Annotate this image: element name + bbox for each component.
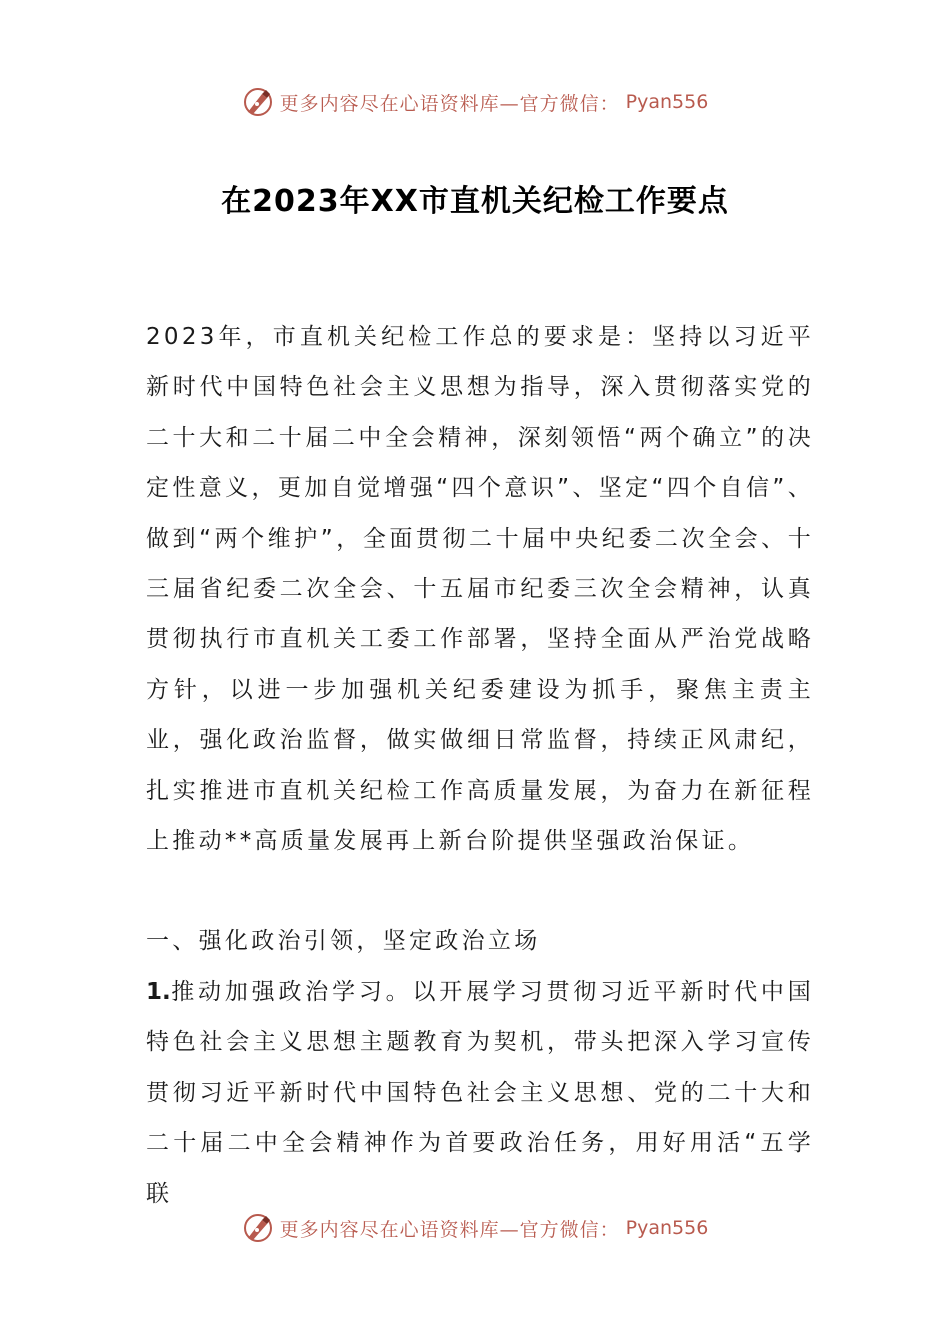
item-number: 1. xyxy=(146,978,171,1005)
watermark-header xyxy=(0,86,950,118)
pen-nib-icon xyxy=(242,1212,274,1244)
document-title: 在2023年XX市直机关纪检工作要点 xyxy=(221,184,729,219)
item-text: 推动加强政治学习。以开展学习贯彻习近平新时代中国特色社会主义思想主题教育为契机，带头把深入学习宣传贯彻习近平新时代中国特色社会主义思想、党的二十大和二十届二中全会精神作为首要政治任务，用好用活“五学联 xyxy=(146,978,814,1207)
section-heading: 一、强化政治引领，坚定政治立场 xyxy=(146,928,541,955)
watermark-footer xyxy=(0,1212,950,1244)
intro-paragraph: 2023年，市直机关纪检工作总的要求是：坚持以习近平新时代中国特色社会主义思想为指导，深入贯彻落实党的二十大和二十届二中全会精神，深刻领悟“两个确立”的决定性意义，更加自觉增强“四个意识”、坚定“四个自信”、做到“两个维护”，全面贯彻二十届中央纪委二次全会、十三届省纪委二次全会、十五届市纪委三次全会精神，认真贯彻执行市直机关工委工作部署，坚持全面从严治党战略方针，以进一步加强机关纪委建设为抓手，聚焦主责主业，强化政治监督，做实做细日常监督，持续正风肃纪，扎实推进市直机关纪检工作高质量发展，为奋力在新征程上推动**高质量发展再上新台阶提供坚强政治保证。 xyxy=(146,324,814,855)
watermark-id: Pyan556 xyxy=(625,91,709,113)
watermark-text: 更多内容尽在心语资料库—官方微信： xyxy=(279,92,620,115)
item-paragraph xyxy=(146,967,814,1219)
watermark-text: 更多内容尽在心语资料库—官方微信： xyxy=(279,1218,620,1241)
document-body xyxy=(146,312,814,1219)
pen-nib-icon xyxy=(242,86,274,118)
watermark-id: Pyan556 xyxy=(625,1217,709,1239)
